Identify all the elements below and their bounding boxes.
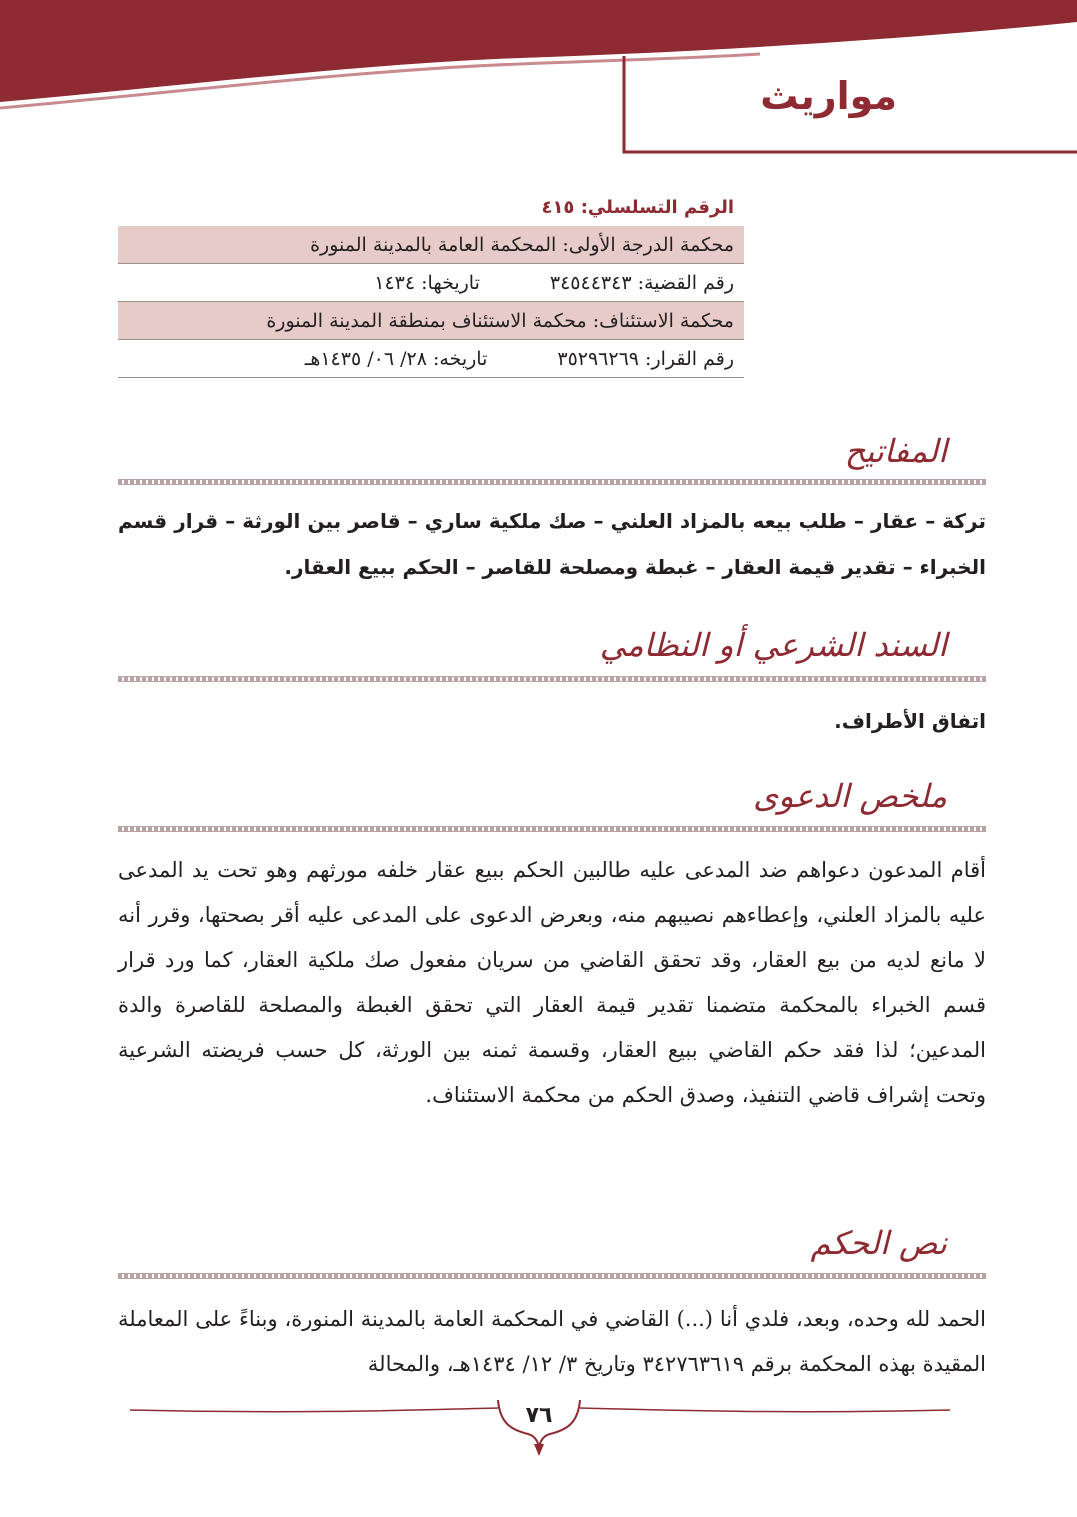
page-number: ٧٦ xyxy=(525,1403,553,1428)
judgment-heading: نص الحكم xyxy=(810,1224,947,1262)
appeal-court-row: محكمة الاستئناف: محكمة الاستئناف بمنطقة المدينة المنورة xyxy=(118,302,744,340)
keywords-text: تركة – عقار – طلب بيعه بالمزاد العلني – صك ملكية ساري – قاصر بين الورثة – قرار قسم الخبراء – تقدير قيمة العقار – غبطة ومصلحة للقاصر – الحكم ببيع العقار. xyxy=(118,509,986,579)
header-band xyxy=(0,0,1077,160)
judgment-text: الحمد لله وحده، وبعد، فلدي أنا (...) القاضي في المحكمة العامة بالمدينة المنورة، وبناءً على المعاملة المقيدة بهذه المحكمة برقم ٣٤٢٧٦٣٦١٩ وتاريخ ٣/ ١٢/ ١٤٣٤هـ، والمحالة xyxy=(118,1307,986,1376)
legal-basis-heading: السند الشرعي أو النظامي xyxy=(599,626,947,664)
case-number-row xyxy=(118,264,744,302)
first-court-row: محكمة الدرجة الأولى: المحكمة العامة بالمدينة المنورة xyxy=(118,226,744,264)
serial-number: الرقم التسلسلي: ٤١٥ xyxy=(541,197,734,218)
decision-number: رقم القرار: ٣٥٢٩٦٢٦٩ xyxy=(557,348,734,370)
keywords-divider xyxy=(118,479,986,485)
summary-heading: ملخص الدعوى xyxy=(753,777,947,815)
keywords-heading: المفاتيح xyxy=(844,432,947,470)
chapter-title: مواريث xyxy=(760,74,897,118)
summary-text: أقام المدعون دعواهم ضد المدعى عليه طالبين الحكم ببيع عقار خلفه مورثهم وهو تحت يد المدعى عليه بالمزاد العلني، وإعطاءهم نصيبهم منه، وبعرض الدعوى على المدعى عليه أقر بصحتها، وقرر أنه لا مانع لديه من بيع العقار، وقد تحقق القاضي من سريان مفعول صك ملكية العقار، كما ورد قرار قسم الخبراء بالمحكمة متضمنا تقدير قيمة العقار التي تحقق الغبطة والمصلحة للقاصرة والدة المدعين؛ لذا فقد حكم القاضي ببيع العقار، وقسمة ثمنه بين الورثة، كل حسب فريضته الشرعية وتحت إشراف قاضي التنفيذ، وصدق الحكم من محكمة الاستئناف. xyxy=(118,858,986,1107)
summary-divider xyxy=(118,826,986,832)
legal-basis-divider xyxy=(118,676,986,682)
case-date: تاريخها: ١٤٣٤ xyxy=(374,272,480,294)
legal-basis-text: اتفاق الأطراف. xyxy=(834,709,986,733)
case-number: رقم القضية: ٣٤٥٤٤٣٤٣ xyxy=(549,272,734,294)
decision-date: تاريخه: ٢٨/ ٠٦/ ١٤٣٥هـ xyxy=(304,348,488,370)
decision-row xyxy=(118,340,744,378)
case-info-table xyxy=(118,190,744,378)
judgment-divider xyxy=(118,1273,986,1279)
